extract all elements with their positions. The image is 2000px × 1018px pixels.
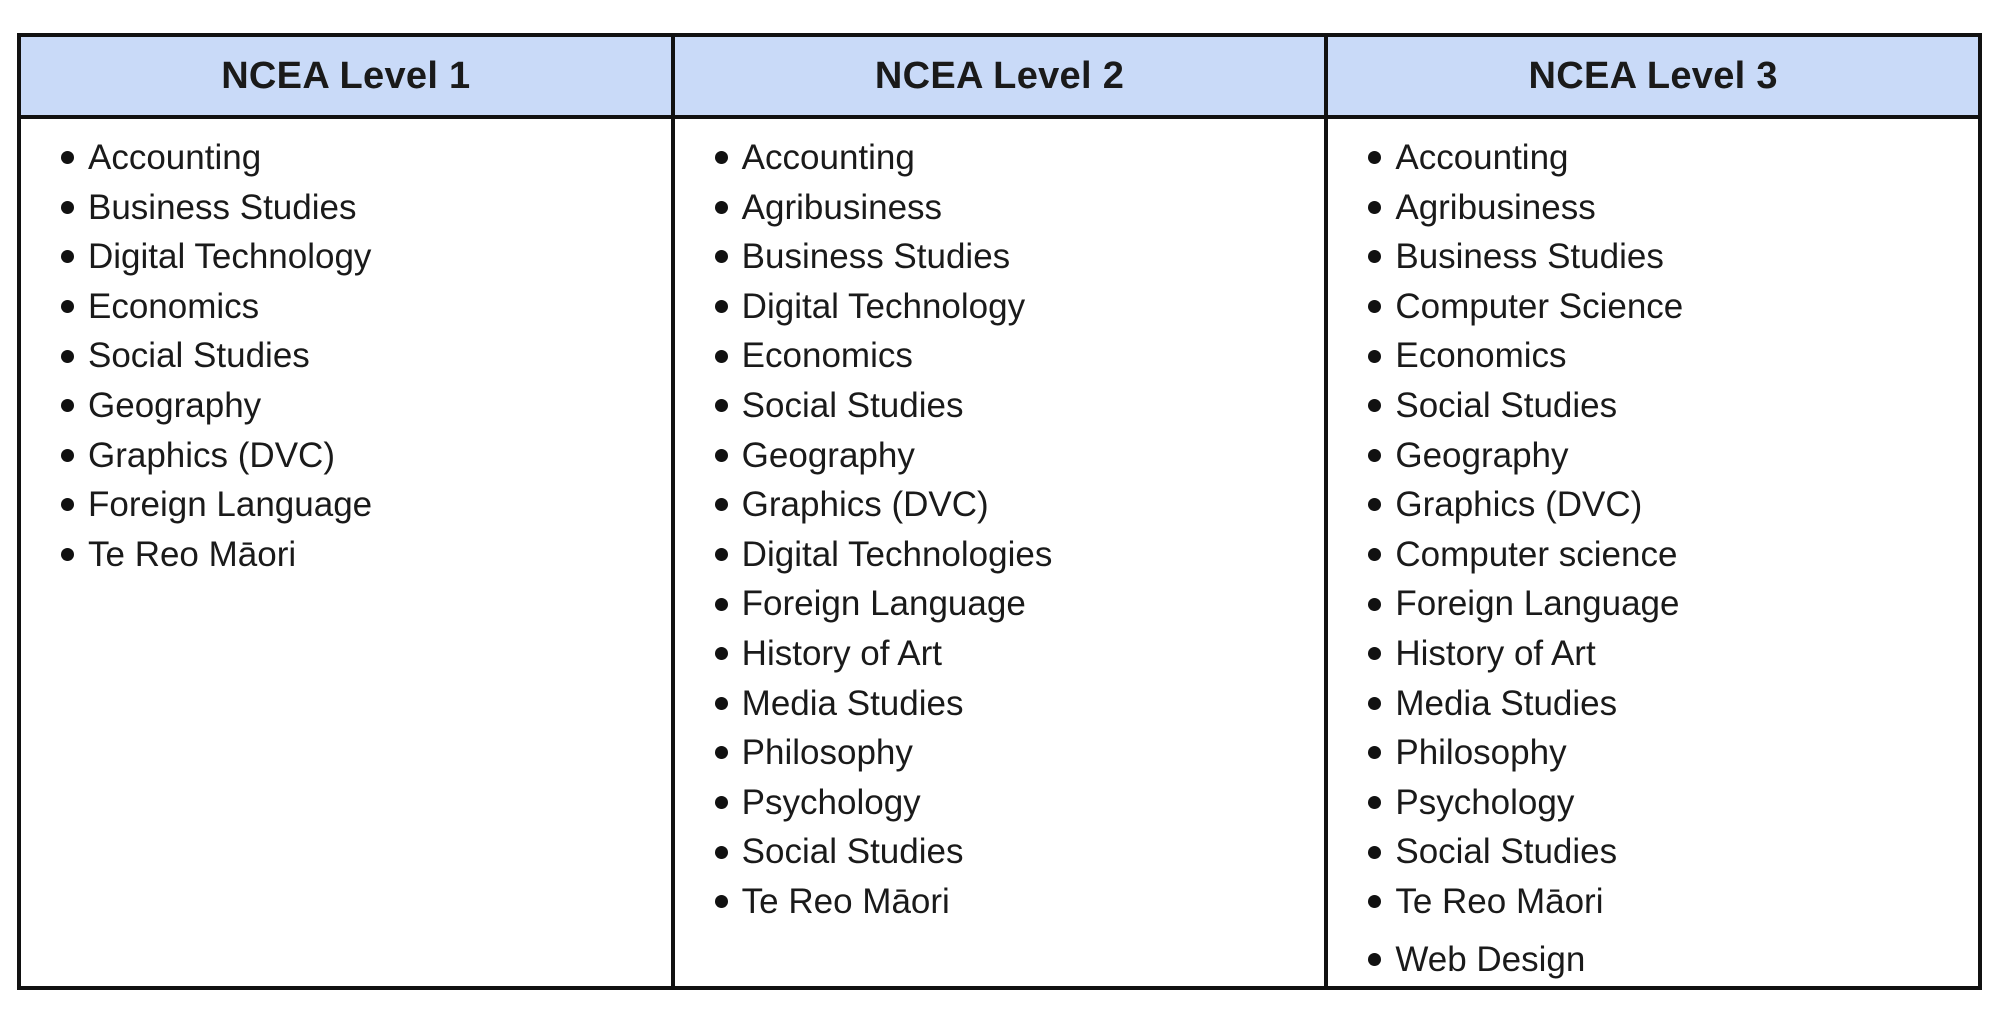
subject-item xyxy=(1368,679,1978,729)
subject-label: Te Reo Māori xyxy=(741,881,950,921)
bullet-icon xyxy=(1368,796,1381,809)
bullet-icon xyxy=(715,399,728,412)
subject-label: Agribusiness xyxy=(741,187,943,227)
bullet-icon xyxy=(61,498,74,511)
bullet-icon xyxy=(1368,201,1381,214)
subject-item xyxy=(715,778,1325,828)
bullet-icon xyxy=(1368,350,1381,363)
column-body xyxy=(1328,119,1978,986)
subject-label: Computer Science xyxy=(1395,286,1684,326)
subject-list xyxy=(61,133,671,579)
subject-label: Social Studies xyxy=(741,832,964,872)
bullet-icon xyxy=(715,598,728,611)
subject-item xyxy=(61,480,671,530)
subject-item xyxy=(61,133,671,183)
subject-item xyxy=(1368,282,1978,332)
subject-label: Computer science xyxy=(1395,534,1678,574)
subject-label: Geography xyxy=(88,385,262,425)
subject-item xyxy=(715,431,1325,481)
bullet-icon xyxy=(1368,846,1381,859)
subject-item xyxy=(715,282,1325,332)
bullet-icon xyxy=(715,498,728,511)
column-level-3 xyxy=(1328,37,1978,986)
subject-item xyxy=(1368,133,1978,183)
subject-item xyxy=(61,232,671,282)
subject-label: Psychology xyxy=(741,782,921,822)
subject-item xyxy=(1368,629,1978,679)
ncea-subjects-table xyxy=(17,33,1982,990)
subject-label: Accounting xyxy=(88,138,262,177)
subject-label: Social Studies xyxy=(741,385,964,425)
subject-item xyxy=(61,431,671,481)
subject-item xyxy=(715,827,1325,877)
subject-label: Te Reo Māori xyxy=(1395,881,1604,921)
bullet-icon xyxy=(715,746,728,759)
bullet-icon xyxy=(1368,498,1381,511)
column-body xyxy=(21,119,671,986)
bullet-icon xyxy=(715,151,728,164)
subject-label: Media Studies xyxy=(1395,683,1618,723)
column-level-1 xyxy=(21,37,675,986)
subject-label: Geography xyxy=(1395,435,1569,475)
subject-label: Foreign Language xyxy=(88,485,373,525)
subject-label: Geography xyxy=(741,435,915,475)
subject-label: Agribusiness xyxy=(1395,187,1596,227)
subject-item xyxy=(715,381,1325,431)
column-header: NCEA Level 2 xyxy=(675,37,1325,119)
bullet-icon xyxy=(715,697,728,710)
subject-label: Graphics (DVC) xyxy=(741,485,989,525)
subject-label: Business Studies xyxy=(88,187,357,227)
bullet-icon xyxy=(715,796,728,809)
bullet-icon xyxy=(61,151,74,164)
subject-item xyxy=(1368,232,1978,282)
bullet-icon xyxy=(61,449,74,462)
subject-item xyxy=(715,877,1325,927)
subject-label: Social Studies xyxy=(1395,832,1618,872)
subject-label: Social Studies xyxy=(1395,385,1618,425)
subject-item xyxy=(1368,877,1978,927)
subject-label: Social Studies xyxy=(88,336,310,376)
bullet-icon xyxy=(1368,953,1381,966)
subject-label: Digital Technologies xyxy=(741,534,1053,574)
bullet-icon xyxy=(715,548,728,561)
subject-item xyxy=(61,183,671,233)
subject-label: Economics xyxy=(88,286,260,326)
subject-item xyxy=(1368,331,1978,381)
subject-item xyxy=(1368,381,1978,431)
bullet-icon xyxy=(1368,548,1381,561)
bullet-icon xyxy=(715,300,728,313)
subject-label: Digital Technology xyxy=(88,237,372,277)
bullet-icon xyxy=(61,350,74,363)
subject-item xyxy=(1368,183,1978,233)
bullet-icon xyxy=(1368,300,1381,313)
subject-label: Economics xyxy=(741,336,913,376)
bullet-icon xyxy=(1368,399,1381,412)
column-level-2 xyxy=(675,37,1329,986)
subject-item xyxy=(61,282,671,332)
bullet-icon xyxy=(715,201,728,214)
subject-item xyxy=(715,579,1325,629)
subject-item xyxy=(1368,579,1978,629)
subject-label: Media Studies xyxy=(741,683,964,723)
subject-label: Economics xyxy=(1395,336,1567,376)
subject-item xyxy=(61,381,671,431)
subject-label: Philosophy xyxy=(1395,733,1567,773)
subject-item xyxy=(715,331,1325,381)
subject-label: Graphics (DVC) xyxy=(1395,485,1643,525)
subject-list xyxy=(1368,133,1978,984)
subject-item xyxy=(715,530,1325,580)
subject-item xyxy=(1368,935,1978,985)
column-header: NCEA Level 1 xyxy=(21,37,671,119)
subject-item xyxy=(1368,728,1978,778)
bullet-icon xyxy=(61,250,74,263)
subject-item xyxy=(1368,480,1978,530)
subject-item xyxy=(715,629,1325,679)
subject-item xyxy=(715,183,1325,233)
subject-label: Web Design xyxy=(1395,939,1586,979)
subject-label: History of Art xyxy=(1395,633,1596,673)
column-body xyxy=(675,119,1325,986)
bullet-icon xyxy=(1368,746,1381,759)
subject-item xyxy=(1368,827,1978,877)
subject-item xyxy=(715,480,1325,530)
column-header: NCEA Level 3 xyxy=(1328,37,1978,119)
subject-label: Foreign Language xyxy=(1395,584,1680,624)
subject-item xyxy=(715,679,1325,729)
bullet-icon xyxy=(715,449,728,462)
bullet-icon xyxy=(715,350,728,363)
bullet-icon xyxy=(1368,151,1381,164)
bullet-icon xyxy=(1368,647,1381,660)
subject-label: Psychology xyxy=(1395,782,1575,822)
subject-item xyxy=(61,331,671,381)
bullet-icon xyxy=(61,548,74,561)
bullet-icon xyxy=(61,300,74,313)
bullet-icon xyxy=(715,647,728,660)
bullet-icon xyxy=(1368,598,1381,611)
bullet-icon xyxy=(715,250,728,263)
subject-list xyxy=(715,133,1325,927)
subject-label: Digital Technology xyxy=(741,286,1026,326)
bullet-icon xyxy=(1368,697,1381,710)
subject-label: Accounting xyxy=(741,138,915,177)
subject-label: History of Art xyxy=(741,633,942,673)
bullet-icon xyxy=(715,846,728,859)
bullet-icon xyxy=(1368,449,1381,462)
subject-item xyxy=(1368,530,1978,580)
subject-label: Te Reo Māori xyxy=(88,534,297,574)
subject-label: Business Studies xyxy=(741,237,1011,277)
subject-label: Accounting xyxy=(1395,138,1569,177)
bullet-icon xyxy=(715,895,728,908)
subject-item xyxy=(61,530,671,580)
subject-label: Business Studies xyxy=(1395,237,1664,277)
subject-label: Foreign Language xyxy=(741,584,1026,624)
bullet-icon xyxy=(1368,250,1381,263)
subject-item xyxy=(1368,431,1978,481)
subject-item xyxy=(715,728,1325,778)
subject-item xyxy=(1368,778,1978,828)
subject-label: Graphics (DVC) xyxy=(88,435,335,475)
bullet-icon xyxy=(61,201,74,214)
subject-item xyxy=(715,232,1325,282)
subject-item xyxy=(715,133,1325,183)
bullet-icon xyxy=(1368,895,1381,908)
bullet-icon xyxy=(61,399,74,412)
subject-label: Philosophy xyxy=(741,733,913,773)
